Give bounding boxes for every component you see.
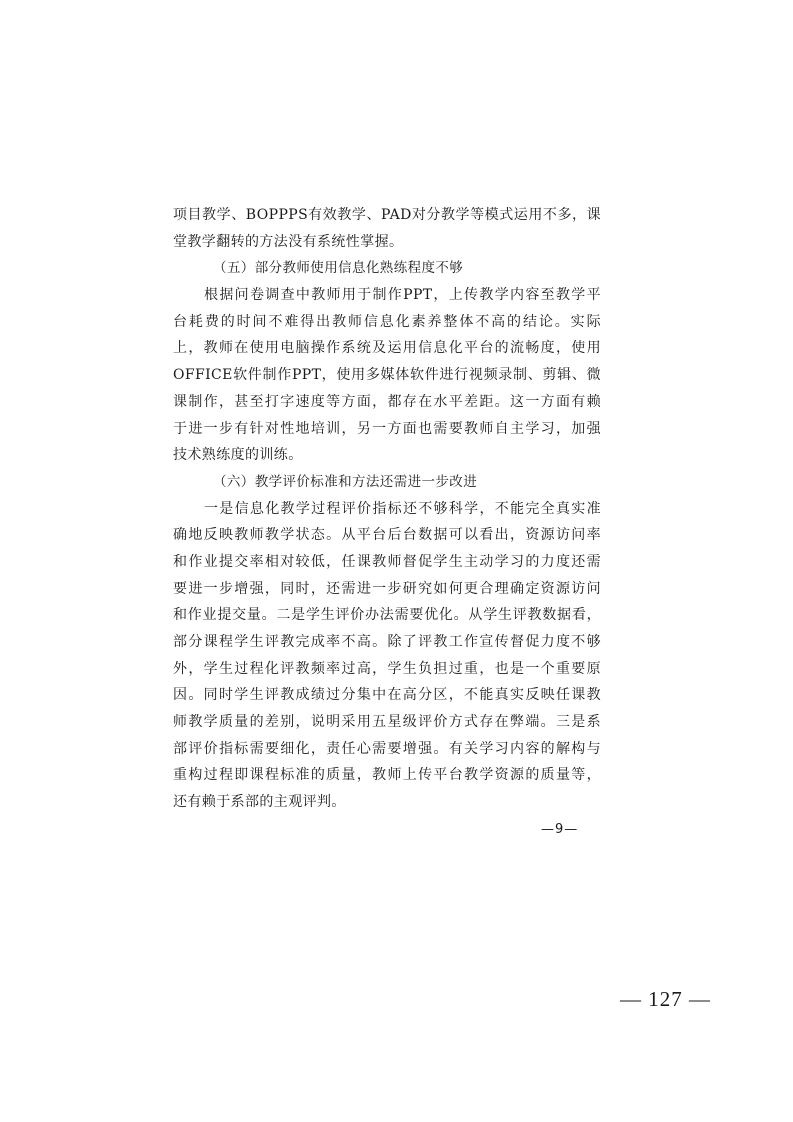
body-line: 师教学质量的差别，说明采用五星级评价方式存在弊端。三是系 [173,714,601,731]
body-line: 于进一步有针对性地培训，另一方面也需要教师自主学习，加强 [173,420,601,437]
body-line: 部分课程学生评教完成率不高。除了评教工作宣传督促力度不够 [173,634,601,650]
body-line: 根据问卷调查中教师用于制作PPT，上传教学内容至教学平 [204,287,601,304]
body-line: 确地反映教师教学状态。从平台后台数据可以看出，资源访问率 [173,527,601,544]
body-line: OFFICE软件制作PPT，使用多媒体软件进行视频录制、剪辑、微 [173,367,601,384]
section-heading: （五）部分教师使用信息化熟练程度不够 [213,260,464,277]
body-line: 和作业提交率相对较低，任课教师督促学生主动学习的力度还需 [173,553,601,570]
body-line: 要进一步增强，同时，还需进一步研究如何更合理确定资源访问 [173,580,601,597]
body-line: 堂教学翻转的方法没有系统性掌握。 [173,233,404,250]
body-line: 重构过程即课程标准的质量，教师上传平台教学资源的质量等， [173,767,601,784]
body-line: 外，学生过程化评教频率过高，学生负担过重，也是一个重要原 [173,660,601,677]
body-line: 技术熟练度的训练。 [173,447,303,464]
body-line: 项目教学、BOPPPS有效教学、PAD对分教学等模式运用不多，课 [173,207,601,223]
section-heading: （六）教学评价标准和方法还需进一步改进 [213,473,478,490]
document-body [173,202,601,816]
body-line: 因。同时学生评教成绩过分集中在高分区，不能真实反映任课教 [173,687,601,704]
outer-page-number: — 127 — [620,987,711,1011]
body-line: 上，教师在使用电脑操作系统及运用信息化平台的流畅度，使用 [173,340,601,357]
body-line: 和作业提交量。二是学生评价办法需要优化。从学生评教数据看， [173,607,601,624]
body-line: 课制作，甚至打字速度等方面，都存在水平差距。这一方面有赖 [173,393,601,410]
body-line: 一是信息化教学过程评价指标还不够科学，不能完全真实准 [204,500,601,517]
body-line: 还有赖于系部的主观评判。 [173,794,346,811]
body-line: 部评价指标需要细化，责任心需要增强。有关学习内容的解构与 [173,740,601,757]
body-line: 台耗费的时间不难得出教师信息化素养整体不高的结论。实际 [173,313,601,330]
inner-page-number: —9— [541,822,579,837]
